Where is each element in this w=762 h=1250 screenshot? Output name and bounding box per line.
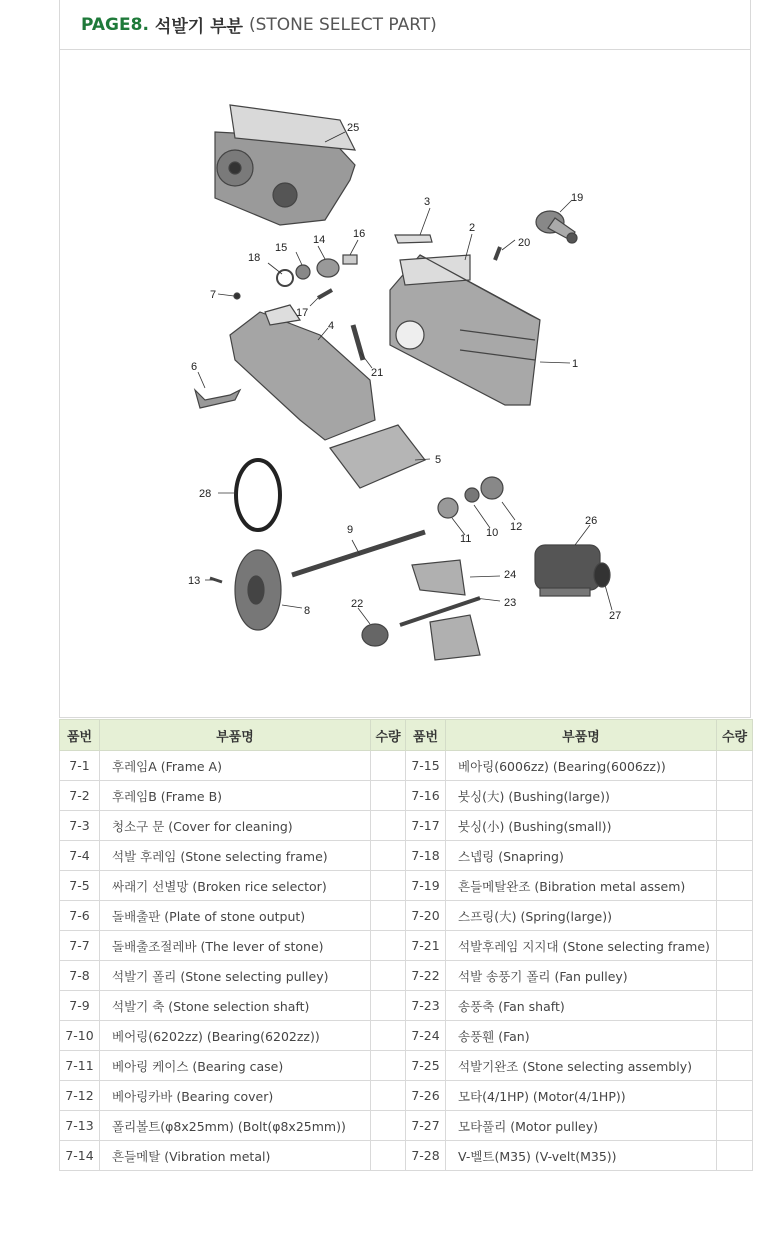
col-part-name-2: 부품명: [446, 720, 717, 751]
callout-label: 27: [609, 610, 622, 622]
qty-cell: [371, 991, 406, 1021]
qty-cell: [717, 1021, 753, 1051]
part-name-cell: 싸래기 선별망 (Broken rice selector): [100, 871, 371, 901]
part-name-cell: 석발기 폴리 (Stone selecting pulley): [100, 961, 371, 991]
table-row: [60, 1021, 753, 1051]
part-motor: [535, 545, 610, 596]
part-broken-rice-selector: [330, 425, 425, 488]
part-name-cell: 청소구 문 (Cover for cleaning): [100, 811, 371, 841]
part-name-cell: 스넵링 (Snapring): [446, 841, 717, 871]
part-name-cell: 석발기완조 (Stone selecting assembly): [446, 1051, 717, 1081]
page-label: PAGE8.: [81, 14, 149, 35]
qty-cell: [371, 751, 406, 781]
qty-cell: [717, 871, 753, 901]
page-title-english: (STONE SELECT PART): [248, 14, 437, 35]
part-name-cell: 돌배출판 (Plate of stone output): [100, 901, 371, 931]
callout-label: 9: [347, 524, 354, 536]
qty-cell: [717, 811, 753, 841]
qty-cell: [717, 901, 753, 931]
part-no-cell: 7-17: [406, 811, 446, 841]
part-no-cell: 7-2: [60, 781, 100, 811]
col-part-no: 품번: [60, 720, 100, 751]
exploded-parts-diagram: [60, 50, 750, 717]
callout-label: 21: [371, 367, 384, 379]
part-v-belt: [236, 460, 280, 530]
qty-cell: [371, 1081, 406, 1111]
qty-cell: [371, 871, 406, 901]
callout-label: 13: [188, 575, 201, 587]
part-name-cell: 석발 후레임 (Stone selecting frame): [100, 841, 371, 871]
part-fan-pulley: [362, 624, 388, 646]
callout-label: 10: [486, 527, 499, 539]
part-no-cell: 7-16: [406, 781, 446, 811]
part-fan: [412, 560, 465, 595]
table-row: [60, 871, 753, 901]
page-title-korean: 석발기 부분: [154, 17, 243, 37]
part-no-cell: 7-20: [406, 901, 446, 931]
qty-cell: [371, 811, 406, 841]
qty-cell: [717, 961, 753, 991]
callout-label: 24: [504, 569, 517, 581]
part-no-cell: 7-4: [60, 841, 100, 871]
qty-cell: [717, 781, 753, 811]
part-no-cell: 7-18: [406, 841, 446, 871]
part-stone-selecting-assembly: [215, 105, 355, 225]
callout-label: 22: [351, 598, 364, 610]
qty-cell: [371, 901, 406, 931]
part-frames: [390, 255, 540, 405]
part-name-cell: 베아링 케이스 (Bearing case): [100, 1051, 371, 1081]
part-no-cell: 7-23: [406, 991, 446, 1021]
callout-label: 14: [313, 234, 326, 246]
qty-cell: [371, 931, 406, 961]
qty-cell: [717, 1111, 753, 1141]
callout-label: 16: [353, 228, 366, 240]
part-no-cell: 7-13: [60, 1111, 100, 1141]
part-name-cell: 송풍휀 (Fan): [446, 1021, 717, 1051]
part-name-cell: 돌배출조절레바 (The lever of stone): [100, 931, 371, 961]
part-pulley: [235, 550, 281, 630]
part-no-cell: 7-21: [406, 931, 446, 961]
part-name-cell: 붓싱(大) (Bushing(large)): [446, 781, 717, 811]
part-no-cell: 7-10: [60, 1021, 100, 1051]
callout-label: 19: [571, 192, 584, 204]
col-qty-2: 수량: [717, 720, 753, 751]
part-name-cell: 모타(4/1HP) (Motor(4/1HP)): [446, 1081, 717, 1111]
qty-cell: [371, 781, 406, 811]
qty-cell: [371, 1021, 406, 1051]
table-row: [60, 1141, 753, 1171]
part-no-cell: 7-12: [60, 1081, 100, 1111]
part-name-cell: 후레임A (Frame A): [100, 751, 371, 781]
part-vibration-assem: [536, 211, 577, 243]
part-no-cell: 7-22: [406, 961, 446, 991]
callout-label: 3: [424, 196, 431, 208]
qty-cell: [371, 1141, 406, 1171]
qty-cell: [717, 841, 753, 871]
table-row: [60, 931, 753, 961]
part-name-cell: 흔들메탈 (Vibration metal): [100, 1141, 371, 1171]
callout-label: 12: [510, 521, 523, 533]
page-header: [60, 0, 750, 50]
page-frame: [59, 0, 751, 718]
qty-cell: [717, 991, 753, 1021]
qty-cell: [717, 1051, 753, 1081]
table-row: [60, 1051, 753, 1081]
qty-cell: [717, 931, 753, 961]
part-no-cell: 7-3: [60, 811, 100, 841]
callout-label: 4: [328, 320, 335, 332]
part-no-cell: 7-14: [60, 1141, 100, 1171]
table-row: [60, 991, 753, 1021]
callout-label: 1: [572, 358, 579, 370]
part-no-cell: 7-1: [60, 751, 100, 781]
part-no-cell: 7-26: [406, 1081, 446, 1111]
callout-label: 26: [585, 515, 598, 527]
part-no-cell: 7-6: [60, 901, 100, 931]
table-row: [60, 961, 753, 991]
qty-cell: [371, 1111, 406, 1141]
part-no-cell: 7-19: [406, 871, 446, 901]
callout-label: 15: [275, 242, 288, 254]
callout-label: 20: [518, 237, 531, 249]
part-no-cell: 7-15: [406, 751, 446, 781]
table-row: [60, 781, 753, 811]
table-row: [60, 1081, 753, 1111]
part-illustrations: [195, 105, 610, 660]
table-row: [60, 901, 753, 931]
callout-label: 25: [347, 122, 360, 134]
table-row: [60, 811, 753, 841]
qty-cell: [371, 961, 406, 991]
part-name-cell: V-벨트(M35) (V-velt(M35)): [446, 1141, 717, 1171]
col-qty: 수량: [371, 720, 406, 751]
part-cover: [395, 235, 432, 243]
callout-label: 8: [304, 605, 311, 617]
part-no-cell: 7-7: [60, 931, 100, 961]
callout-label: 2: [469, 222, 476, 234]
part-no-cell: 7-11: [60, 1051, 100, 1081]
qty-cell: [371, 841, 406, 871]
qty-cell: [371, 1051, 406, 1081]
part-name-cell: 후레임B (Frame B): [100, 781, 371, 811]
callout-label: 11: [460, 533, 472, 545]
parts-table: [59, 719, 753, 1171]
part-support: [353, 325, 363, 360]
callout-label: 5: [435, 454, 442, 466]
qty-cell: [717, 1081, 753, 1111]
callout-label: 7: [210, 289, 217, 301]
table-row: [60, 1111, 753, 1141]
diagram-svg: [60, 50, 750, 717]
part-name-cell: 송풍축 (Fan shaft): [446, 991, 717, 1021]
part-name-cell: 폴리볼트(φ8x25mm) (Bolt(φ8x25mm)): [100, 1111, 371, 1141]
part-name-cell: 석발기 축 (Stone selection shaft): [100, 991, 371, 1021]
part-name-cell: 베아링카바 (Bearing cover): [100, 1081, 371, 1111]
part-no-cell: 7-5: [60, 871, 100, 901]
part-stone-output-plate: [195, 390, 240, 408]
part-no-cell: 7-24: [406, 1021, 446, 1051]
part-name-cell: 붓싱(小) (Bushing(small)): [446, 811, 717, 841]
callout-label: 28: [199, 488, 212, 500]
col-part-no-2: 품번: [406, 720, 446, 751]
part-spring: [495, 247, 500, 260]
part-name-cell: 스프링(大) (Spring(large)): [446, 901, 717, 931]
col-part-name: 부품명: [100, 720, 371, 751]
part-name-cell: 베아링(6006zz) (Bearing(6006zz)): [446, 751, 717, 781]
parts-table-header: [60, 720, 753, 751]
part-name-cell: 석발 송풍기 폴리 (Fan pulley): [446, 961, 717, 991]
part-shaft: [292, 532, 425, 575]
part-name-cell: 흔들메탈완조 (Bibration metal assem): [446, 871, 717, 901]
part-no-cell: 7-28: [406, 1141, 446, 1171]
callout-label: 18: [248, 252, 261, 264]
table-row: [60, 751, 753, 781]
part-no-cell: 7-27: [406, 1111, 446, 1141]
part-no-cell: 7-9: [60, 991, 100, 1021]
qty-cell: [717, 751, 753, 781]
part-name-cell: 모타풀리 (Motor pulley): [446, 1111, 717, 1141]
callout-label: 6: [191, 361, 198, 373]
part-no-cell: 7-25: [406, 1051, 446, 1081]
part-name-cell: 석발후레임 지지대 (Stone selecting frame): [446, 931, 717, 961]
part-name-cell: 베어링(6202zz) (Bearing(6202zz)): [100, 1021, 371, 1051]
part-no-cell: 7-8: [60, 961, 100, 991]
table-row: [60, 841, 753, 871]
bearing-parts: [438, 477, 503, 518]
part-fan-lower: [430, 615, 480, 660]
qty-cell: [717, 1141, 753, 1171]
callout-label: 23: [504, 597, 517, 609]
callout-label: 17: [296, 307, 309, 319]
